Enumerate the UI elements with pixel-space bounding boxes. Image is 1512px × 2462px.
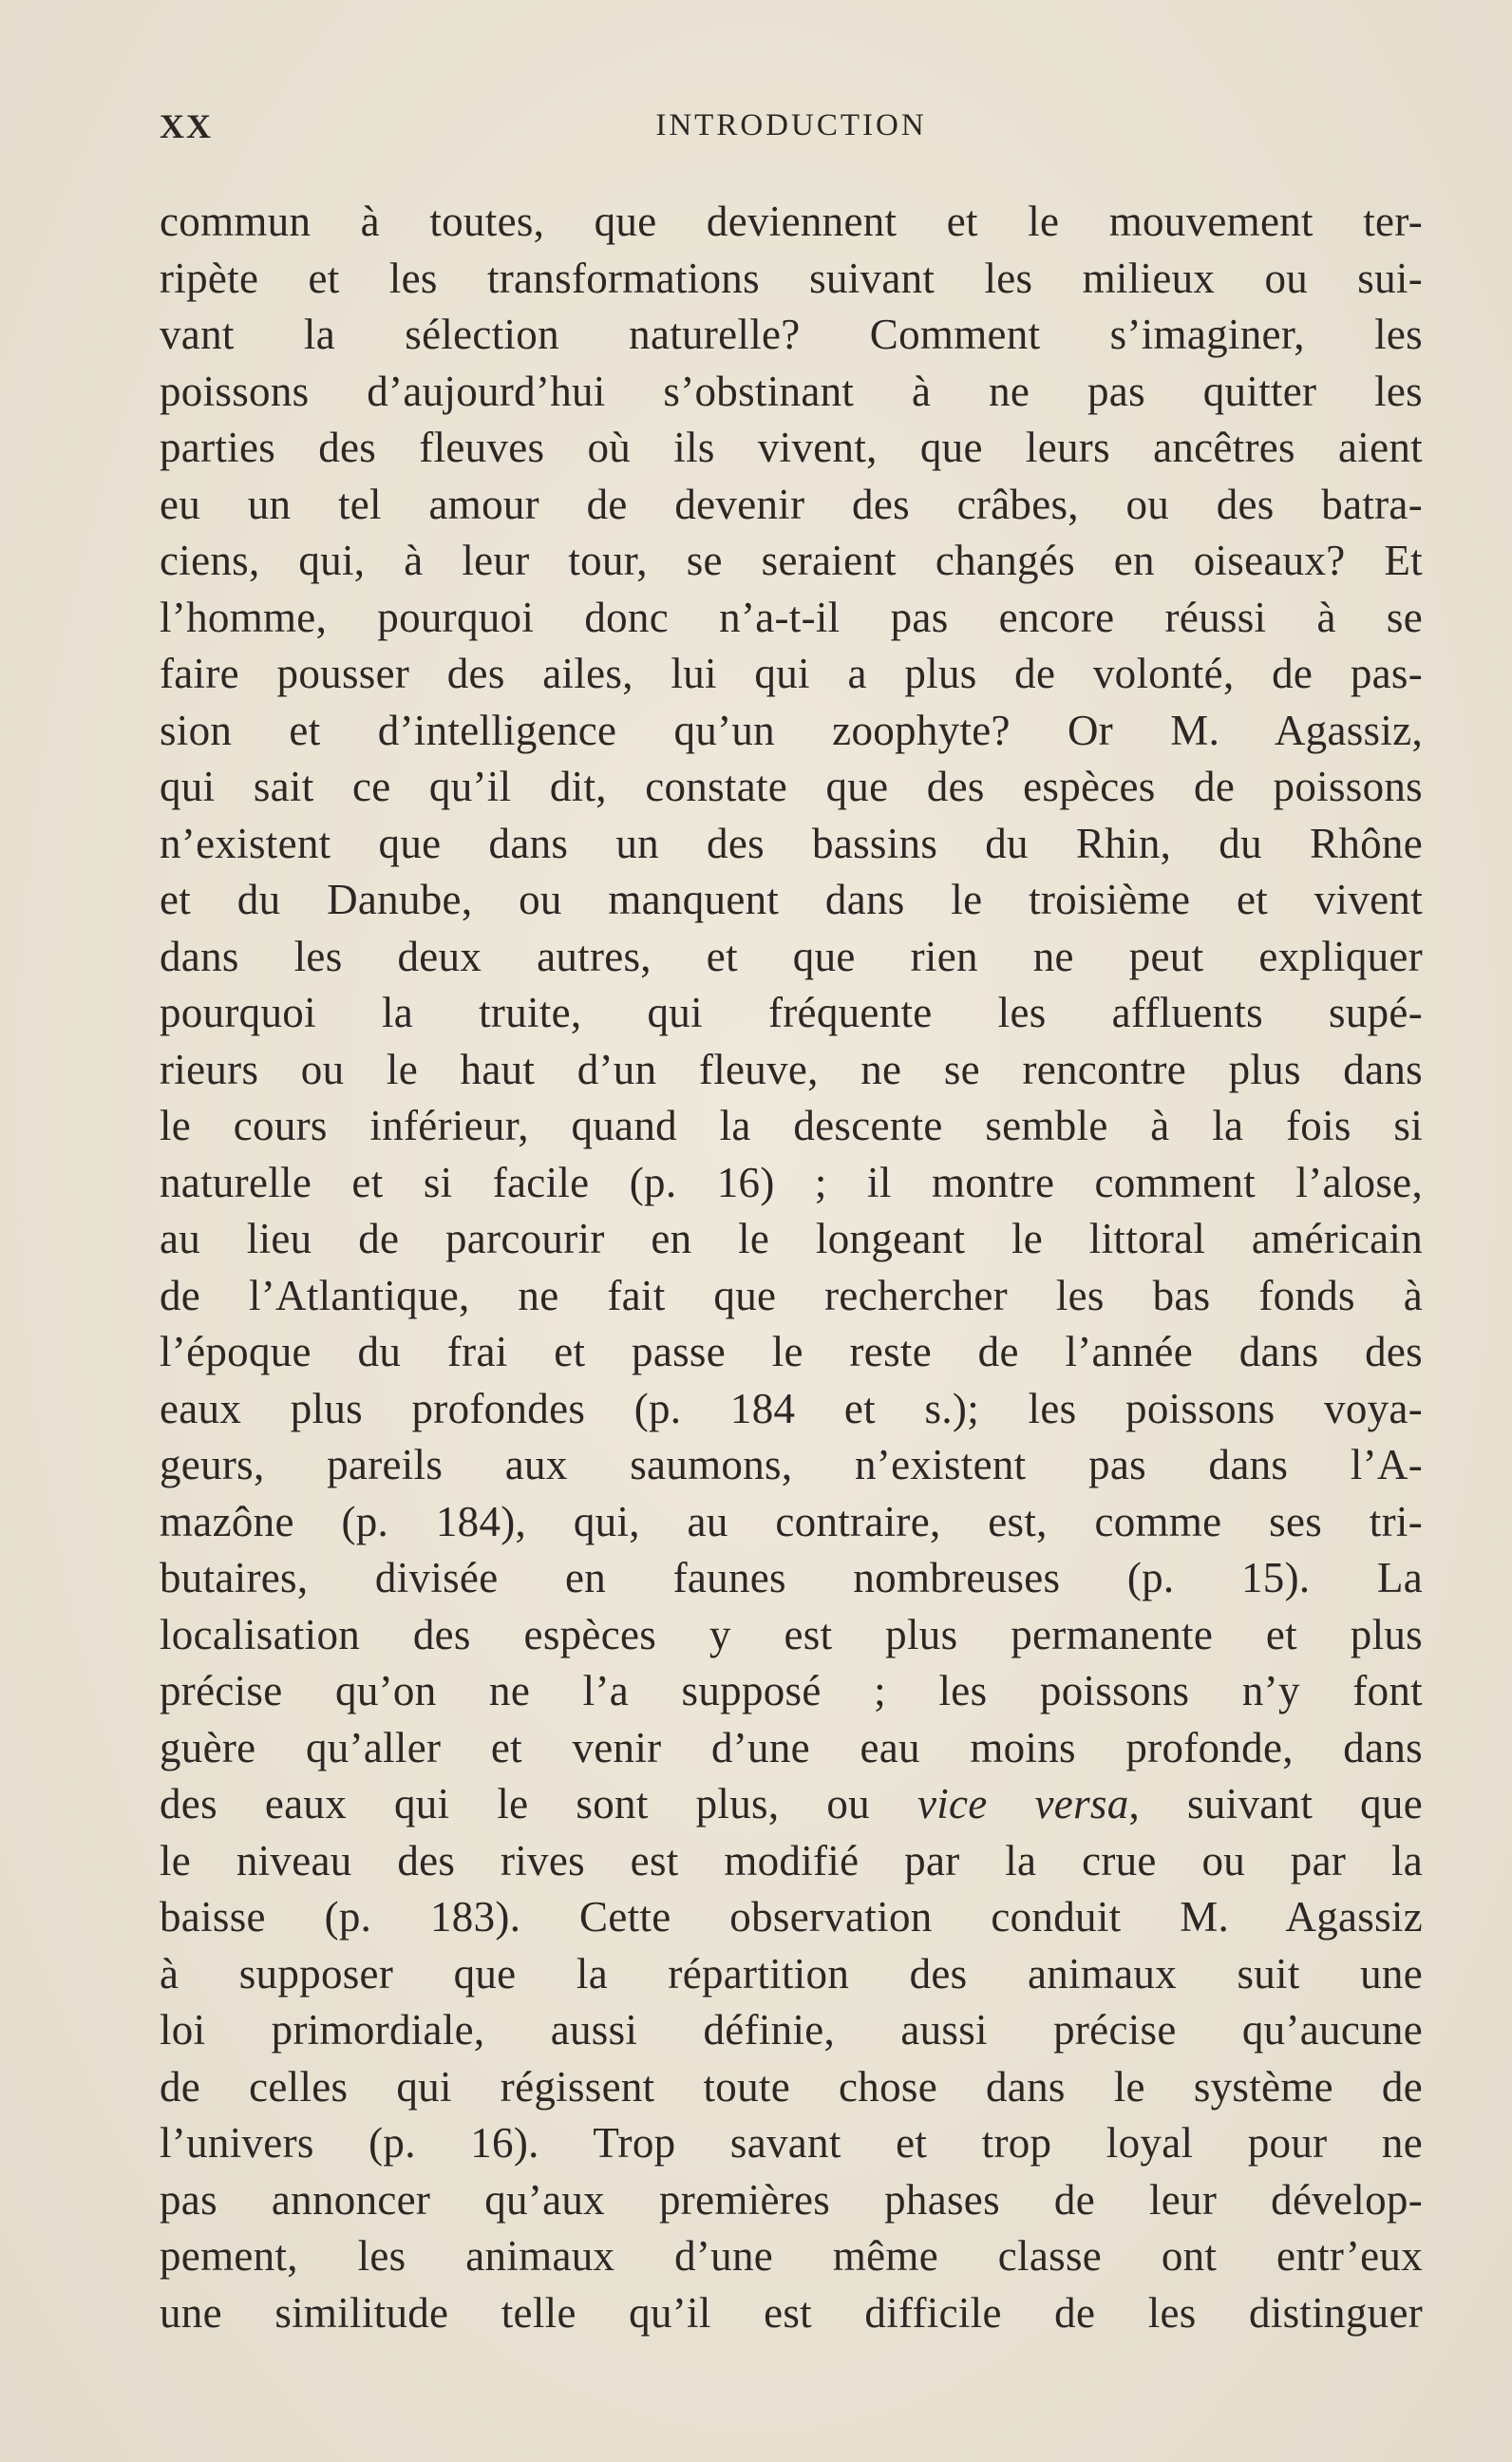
text-line: pas annoncer qu’aux premières phases de leur dévelop- <box>160 2175 1423 2224</box>
text-line: l’univers (p. 16). Trop savant et trop loyal pour ne <box>160 2119 1423 2167</box>
text-line: pourquoi la truite, qui fréquente les affluents supé- <box>160 989 1423 1036</box>
text-line: geurs, pareils aux saumons, n’existent pas dans l’A- <box>160 1441 1423 1488</box>
text-line: à supposer que la répartition des animaux suit une <box>160 1949 1423 1998</box>
text-line: mazône (p. 184), qui, au contraire, est, comme ses tri- <box>160 1497 1423 1545</box>
text-line: ciens, qui, à leur tour, se seraient changés en oiseaux? Et <box>160 537 1423 584</box>
text-line: eaux plus profondes (p. 184 et s.); les poissons voya- <box>160 1384 1423 1432</box>
text-line: de celles qui régissent toute chose dans le système de <box>160 2062 1423 2111</box>
text-line: dans les deux autres, et que rien ne peut expliquer <box>160 932 1423 980</box>
text-line <box>160 1776 1423 1833</box>
text-line: n’existent que dans un des bassins du Rhin, du Rhône <box>160 819 1423 867</box>
text-line: sion et d’intelligence qu’un zoophyte? Or M. Agassiz, <box>160 706 1423 754</box>
text-line: faire pousser des ailes, lui qui a plus de volonté, de pas- <box>160 650 1423 697</box>
text-line: de l’Atlantique, ne fait que rechercher les bas fonds à <box>160 1271 1423 1319</box>
text-line: l’homme, pourquoi donc n’a-t-il pas encore réussi à se <box>160 593 1423 641</box>
text-line: précise qu’on ne l’a supposé ; les poissons n’y font <box>160 1667 1423 1714</box>
text-line: le niveau des rives est modifié par la crue ou par la <box>160 1836 1423 1884</box>
text-line: ripète et les transformations suivant les milieux ou sui- <box>160 254 1423 302</box>
text-segment: , suivant que <box>1128 1780 1423 1828</box>
text-line: eu un tel amour de devenir des crâbes, ou des batra- <box>160 480 1423 528</box>
text-line: commun à toutes, que deviennent et le mouvement ter- <box>160 198 1423 245</box>
text-line: pement, les animaux d’une même classe ont entr’eux <box>160 2232 1423 2280</box>
running-head <box>160 106 1423 152</box>
text-line: au lieu de parcourir en le longeant le littoral américain <box>160 1215 1423 1262</box>
text-segment: des eaux qui le sont plus, ou <box>160 1780 917 1828</box>
text-line: naturelle et si facile (p. 16) ; il montre comment l’alose, <box>160 1158 1423 1206</box>
text-line: l’époque du frai et passe le reste de l’année dans des <box>160 1328 1423 1375</box>
body-text <box>160 194 1423 2341</box>
running-title: INTRODUCTION <box>655 108 927 142</box>
text-line: une similitude telle qu’il est difficile de les distinguer <box>160 2288 1423 2337</box>
text-line: qui sait ce qu’il dit, constate que des espèces de poissons <box>160 763 1423 810</box>
italic-phrase: vice versa <box>917 1780 1129 1828</box>
text-line: baisse (p. 183). Cette observation conduit M. Agassiz <box>160 1893 1423 1941</box>
text-line: le cours inférieur, quand la descente semble à la fois si <box>160 1102 1423 1149</box>
text-line: guère qu’aller et venir d’une eau moins profonde, dans <box>160 1723 1423 1771</box>
text-line: localisation des espèces y est plus permanente et plus <box>160 1610 1423 1658</box>
text-line: poissons d’aujourd’hui s’obstinant à ne pas quitter les <box>160 367 1423 415</box>
text-line: butaires, divisée en faunes nombreuses (p. 15). La <box>160 1554 1423 1601</box>
text-line: loi primordiale, aussi définie, aussi précise qu’aucune <box>160 2006 1423 2054</box>
text-line: vant la sélection naturelle? Comment s’imaginer, les <box>160 311 1423 358</box>
page-number: XX <box>160 107 213 145</box>
text-line: rieurs ou le haut d’un fleuve, ne se rencontre plus dans <box>160 1045 1423 1093</box>
text-line: et du Danube, ou manquent dans le troisième et vivent <box>160 876 1423 923</box>
text-line: parties des fleuves où ils vivent, que leurs ancêtres aient <box>160 424 1423 471</box>
